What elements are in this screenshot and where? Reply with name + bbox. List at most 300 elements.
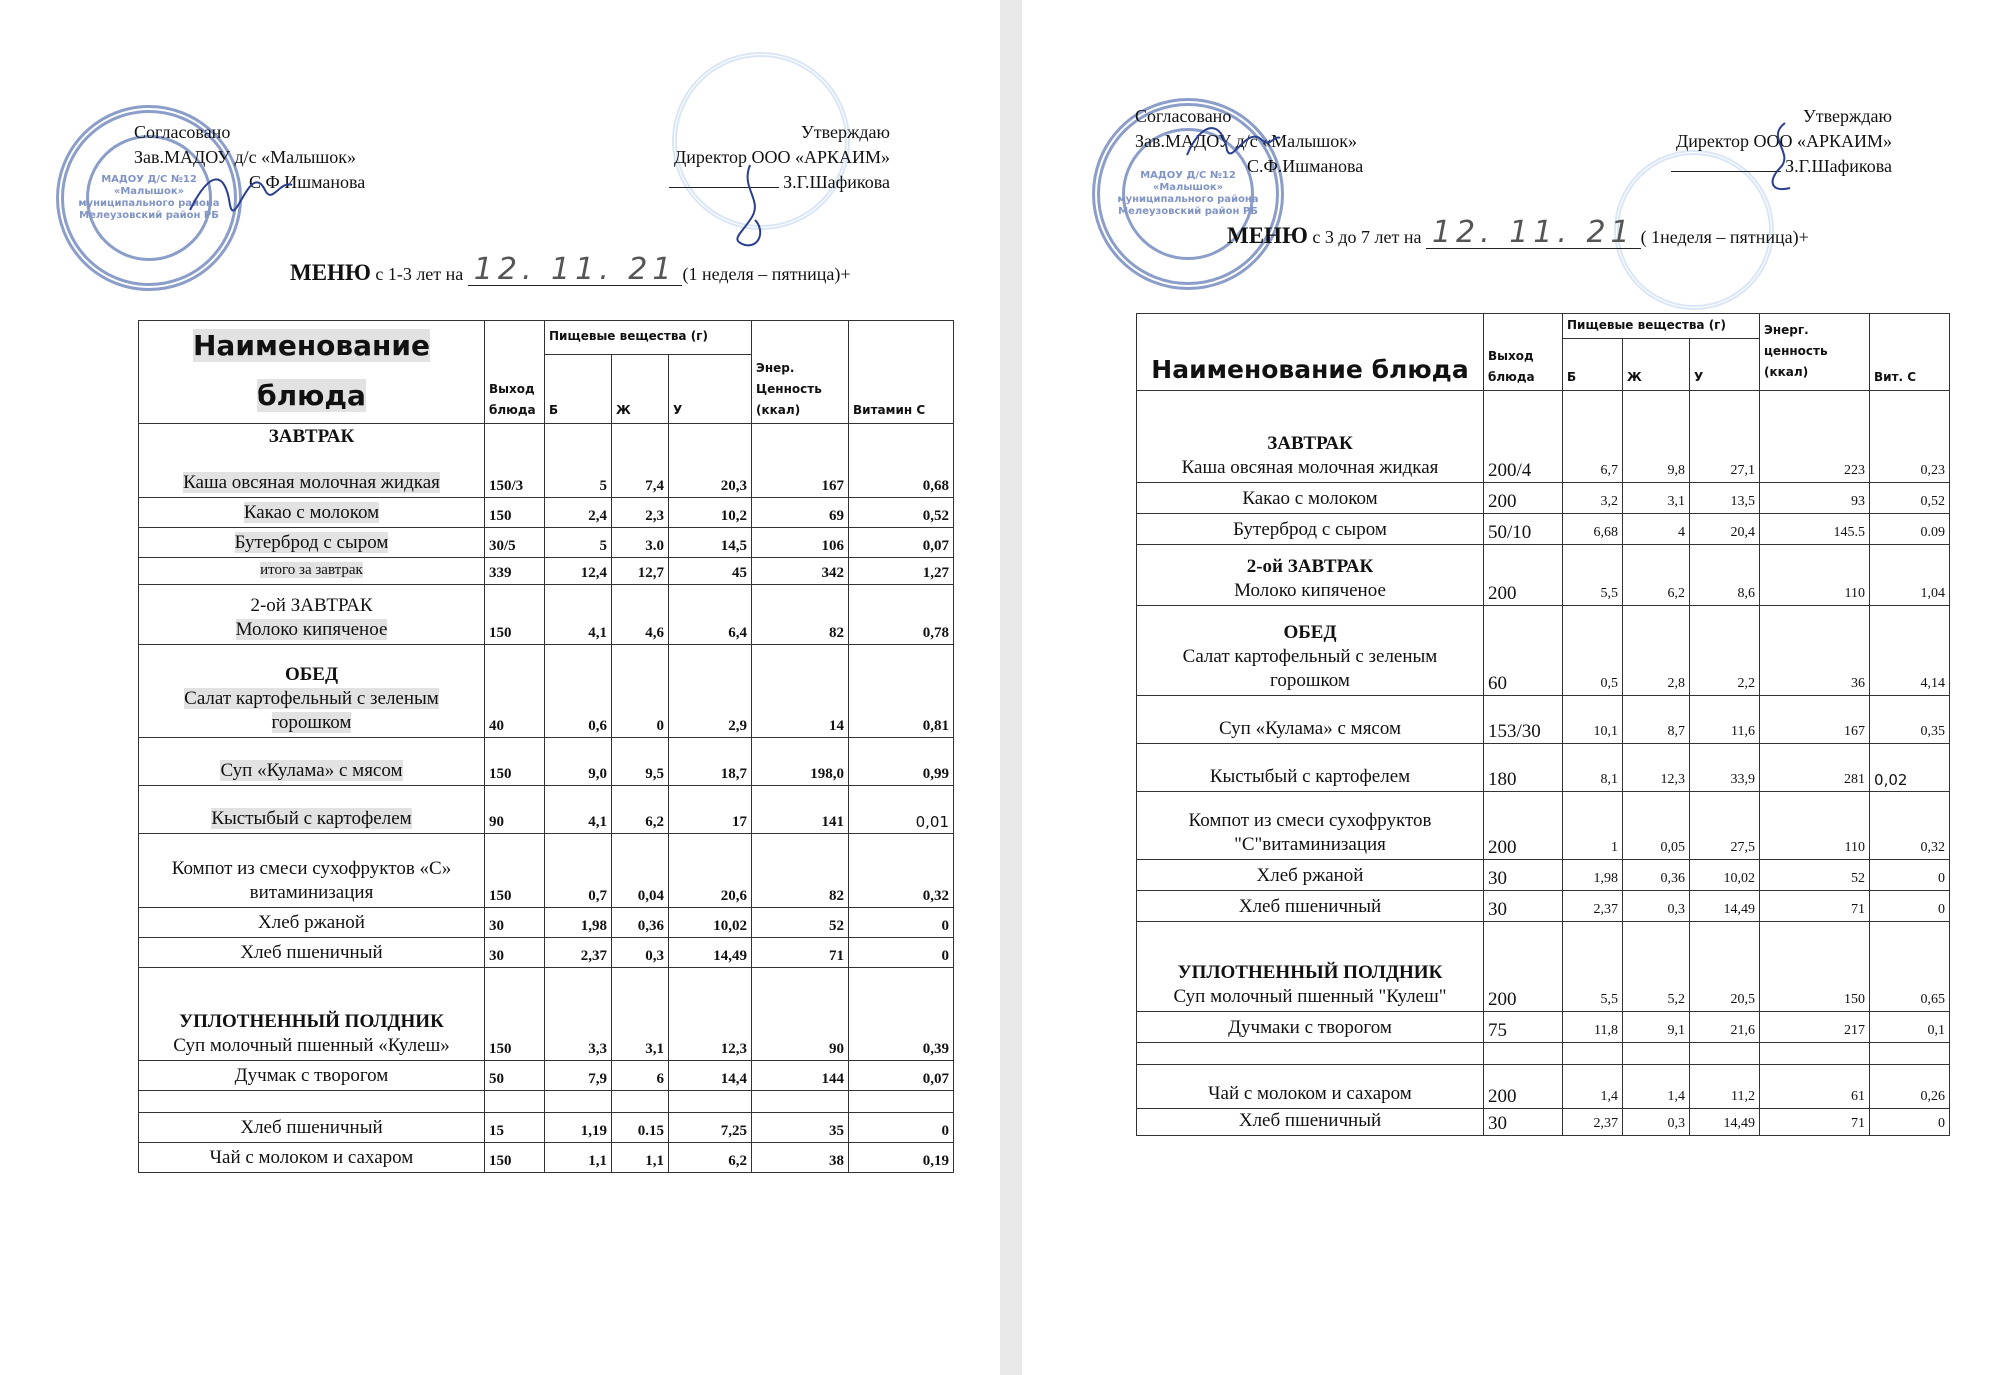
energy-cell: 167 (1760, 696, 1870, 744)
b-cell: 12,4 (545, 558, 612, 585)
section-lunch: ОБЕД (1283, 622, 1337, 643)
yield-cell: 30/5 (485, 528, 545, 558)
vit-cell: 0 (849, 908, 954, 938)
u-cell: 10,02 (669, 908, 752, 938)
col-b-header: Б (1563, 339, 1623, 391)
dish-cell (139, 1143, 485, 1173)
table-row-empty (1137, 1043, 1950, 1065)
dish-name: Чай с молоком и сахаром (1208, 1083, 1412, 1104)
vit-cell: 0,52 (1870, 483, 1950, 514)
vit-cell: 0,78 (849, 585, 954, 645)
section-breakfast2: 2-ой ЗАВТРАК (1246, 556, 1374, 577)
table-row (139, 645, 954, 738)
dish-cell (139, 738, 485, 786)
vit-cell: 0 (849, 938, 954, 968)
menu-title-left (290, 252, 851, 287)
u-cell: 14,49 (669, 938, 752, 968)
yield-cell: 150 (485, 968, 545, 1061)
energy-cell: 36 (1760, 606, 1870, 696)
yield-cell: 200 (1484, 792, 1563, 860)
empty-cell (1870, 1043, 1950, 1065)
section-snack: УПЛОТНЕННЫЙ ПОЛДНИК (1177, 962, 1443, 983)
energy-cell: 342 (752, 558, 849, 585)
stamp-line2: «Малышок» (1152, 182, 1224, 193)
agreed-label: Согласовано (134, 122, 231, 142)
dish-name: Дучмаки с творогом (1228, 1017, 1392, 1038)
u-cell: 21,6 (1690, 1012, 1760, 1043)
head-name: С.Ф.Ишманова (249, 172, 366, 192)
yield-cell: 150 (485, 498, 545, 528)
energy-cell: 82 (752, 834, 849, 908)
zh-cell: 0,05 (1623, 792, 1690, 860)
table-row (139, 908, 954, 938)
energy-cell: 141 (752, 786, 849, 834)
yield-cell: 90 (485, 786, 545, 834)
energy-cell: 61 (1760, 1065, 1870, 1109)
dish-cell (139, 938, 485, 968)
energy-cell: 14 (752, 645, 849, 738)
u-cell: 33,9 (1690, 744, 1760, 792)
b-cell: 0,7 (545, 834, 612, 908)
director-name-text: З.Г.Шафикова (1785, 156, 1892, 176)
menu-age: с 3 до 7 лет на (1312, 227, 1422, 247)
menu-word: МЕНЮ (1227, 223, 1308, 248)
yield-cell: 40 (485, 645, 545, 738)
energy-cell: 223 (1760, 391, 1870, 483)
dish-name: Салат картофельный с зеленым горошком (184, 688, 439, 733)
yield-cell: 30 (485, 938, 545, 968)
table-row (139, 498, 954, 528)
u-cell: 20,5 (1690, 922, 1760, 1012)
menu-date: 12. 11. 21 (468, 255, 683, 286)
dish-name: Компот из смеси сухофруктов "С"витаминизация (1188, 810, 1432, 855)
u-cell: 14,49 (1690, 891, 1760, 922)
vit-cell: 0,99 (849, 738, 954, 786)
table-row-total (139, 558, 954, 585)
empty-cell (1137, 1043, 1484, 1065)
u-cell: 2,2 (1690, 606, 1760, 696)
zh-cell: 9,1 (1623, 1012, 1690, 1043)
dish-cell (1137, 606, 1484, 696)
empty-cell (1484, 1043, 1563, 1065)
header-row-top (1137, 314, 1950, 339)
u-cell: 20,3 (669, 424, 752, 498)
empty-cell (752, 1091, 849, 1113)
vit-cell: 0,32 (1870, 792, 1950, 860)
zh-cell: 0,36 (612, 908, 669, 938)
dish-name: Бутерброд с сыром (234, 532, 389, 553)
vit-cell: 0,02 (1870, 744, 1950, 792)
energy-cell: 198,0 (752, 738, 849, 786)
yield-cell: 150 (485, 585, 545, 645)
dish-name: Суп молочный пшенный «Кулеш» (173, 1035, 450, 1056)
vit-cell: 0 (1870, 891, 1950, 922)
table-row (1137, 744, 1950, 792)
yield-cell: 180 (1484, 744, 1563, 792)
b-cell: 6,68 (1563, 514, 1623, 545)
b-cell: 5 (545, 424, 612, 498)
vit-cell: 0.09 (1870, 514, 1950, 545)
vit-cell: 0,35 (1870, 696, 1950, 744)
yield-cell: 150 (485, 738, 545, 786)
b-cell: 0,5 (1563, 606, 1623, 696)
yield-cell: 60 (1484, 606, 1563, 696)
energy-cell: 145.5 (1760, 514, 1870, 545)
b-cell: 8,1 (1563, 744, 1623, 792)
zh-cell: 6,2 (612, 786, 669, 834)
menu-table-right (1136, 313, 1950, 1136)
dish-name: Чай с молоком и сахаром (209, 1147, 414, 1168)
dish-name: Хлеб пшеничный (1238, 1110, 1382, 1131)
b-cell: 1,98 (1563, 860, 1623, 891)
col-vit-header: Витамин С (849, 321, 954, 424)
yield-cell: 50/10 (1484, 514, 1563, 545)
col-yield-header: Выход блюда (1484, 314, 1563, 391)
table-row (1137, 1012, 1950, 1043)
zh-cell: 7,4 (612, 424, 669, 498)
vit-cell: 0,65 (1870, 922, 1950, 1012)
zh-cell: 12,3 (1623, 744, 1690, 792)
b-cell: 7,9 (545, 1061, 612, 1091)
u-cell: 10,2 (669, 498, 752, 528)
zh-cell: 4,6 (612, 585, 669, 645)
section-snack: УПЛОТНЕННЫЙ ПОЛДНИК (179, 1011, 444, 1032)
zh-cell: 9,8 (1623, 391, 1690, 483)
energy-cell: 71 (752, 938, 849, 968)
table-row-empty (139, 1091, 954, 1113)
b-cell: 3,2 (1563, 483, 1623, 514)
signature-right-shafikova (1750, 118, 1810, 198)
b-cell: 5,5 (1563, 545, 1623, 606)
col-nutrients-header: Пищевые вещества (г) (545, 321, 752, 355)
u-cell: 20,4 (1690, 514, 1760, 545)
col-nutrients-header: Пищевые вещества (г) (1563, 314, 1760, 339)
vit-cell: 0,07 (849, 1061, 954, 1091)
u-cell: 8,6 (1690, 545, 1760, 606)
director-name-text: З.Г.Шафикова (783, 172, 890, 192)
signature-left-ishmanova (180, 150, 300, 230)
section-lunch: ОБЕД (284, 664, 339, 685)
dish-cell (1137, 545, 1484, 606)
table-row (1137, 860, 1950, 891)
table-row (139, 786, 954, 834)
u-cell: 7,25 (669, 1113, 752, 1143)
b-cell: 2,37 (545, 938, 612, 968)
b-cell: 1,98 (545, 908, 612, 938)
vit-cell: 0 (849, 1113, 954, 1143)
vit-cell: 1,27 (849, 558, 954, 585)
yield-cell: 200 (1484, 545, 1563, 606)
energy-cell: 69 (752, 498, 849, 528)
head-title: Зав.МАДОУ д/с «Малышок» (134, 147, 357, 167)
b-cell: 1,19 (545, 1113, 612, 1143)
menu-week: ( 1неделя – пятница)+ (1640, 227, 1809, 247)
dish-cell (1137, 891, 1484, 922)
head-name: С.Ф.Ишманова (1247, 156, 1364, 176)
zh-cell: 3.0 (612, 528, 669, 558)
zh-cell: 6,2 (1623, 545, 1690, 606)
vit-cell: 0,39 (849, 968, 954, 1061)
zh-cell: 9,5 (612, 738, 669, 786)
energy-cell: 281 (1760, 744, 1870, 792)
energy-cell: 106 (752, 528, 849, 558)
vit-cell: 0,19 (849, 1143, 954, 1173)
energy-cell: 52 (1760, 860, 1870, 891)
table-row (139, 1143, 954, 1173)
u-cell: 6,4 (669, 585, 752, 645)
b-cell: 9,0 (545, 738, 612, 786)
col-zh-header: Ж (612, 355, 669, 424)
empty-cell (669, 1091, 752, 1113)
empty-cell (1690, 1043, 1760, 1065)
zh-cell: 12,7 (612, 558, 669, 585)
u-cell: 27,5 (1690, 792, 1760, 860)
dish-name: Молоко кипяченое (235, 619, 388, 640)
u-cell: 45 (669, 558, 752, 585)
section-breakfast: ЗАВТРАК (1267, 433, 1353, 454)
dish-cell (139, 528, 485, 558)
col-energy-header: Энер. Ценность (ккал) (752, 321, 849, 424)
yield-cell: 75 (1484, 1012, 1563, 1043)
u-cell: 10,02 (1690, 860, 1760, 891)
b-cell: 2,37 (1563, 891, 1623, 922)
vit-cell: 0 (1870, 860, 1950, 891)
energy-cell: 52 (752, 908, 849, 938)
zh-cell: 0,04 (612, 834, 669, 908)
dish-name: Каша овсяная молочная жидкая (183, 472, 440, 493)
u-cell: 14,49 (1690, 1109, 1760, 1136)
menu-age: с 1-3 лет на (375, 264, 464, 284)
table-row (139, 738, 954, 786)
zh-cell: 0.15 (612, 1113, 669, 1143)
energy-cell: 82 (752, 585, 849, 645)
zh-cell: 2,3 (612, 498, 669, 528)
dish-name: Хлеб пшеничный (240, 1117, 383, 1138)
vit-cell: 0,23 (1870, 391, 1950, 483)
b-cell: 4,1 (545, 585, 612, 645)
u-cell: 11,2 (1690, 1065, 1760, 1109)
zh-cell: 0,36 (1623, 860, 1690, 891)
section-breakfast2: 2-ой ЗАВТРАК (250, 595, 373, 616)
signature-right-ishmanova (1182, 110, 1282, 170)
u-cell: 14,4 (669, 1061, 752, 1091)
u-cell: 17 (669, 786, 752, 834)
vit-cell: 0,01 (849, 786, 954, 834)
table-row (139, 1061, 954, 1091)
menu-date: 12. 11. 21 (1426, 218, 1641, 249)
table-row (139, 585, 954, 645)
dish-cell (139, 1061, 485, 1091)
approved-label: Утверждаю (1802, 106, 1892, 126)
dish-name: Хлеб ржаной (1256, 865, 1364, 886)
yield-cell: 15 (485, 1113, 545, 1143)
vit-cell: 4,14 (1870, 606, 1950, 696)
u-cell: 27,1 (1690, 391, 1760, 483)
stamp-line1: МАДОУ Д/С №12 (1140, 170, 1236, 181)
yield-cell: 30 (1484, 1109, 1563, 1136)
u-cell: 20,6 (669, 834, 752, 908)
dish-name: Какао с молоком (1242, 488, 1378, 509)
empty-cell (1760, 1043, 1870, 1065)
table-row (1137, 696, 1950, 744)
yield-cell: 30 (1484, 891, 1563, 922)
dish-cell (139, 498, 485, 528)
u-cell: 6,2 (669, 1143, 752, 1173)
dish-name: Хлеб пшеничный (240, 942, 383, 963)
b-cell: 6,7 (1563, 391, 1623, 483)
energy-cell: 150 (1760, 922, 1870, 1012)
dish-cell (139, 424, 485, 498)
table-row (1137, 545, 1950, 606)
empty-cell (1623, 1043, 1690, 1065)
stamp-line1: МАДОУ Д/С №12 (101, 174, 197, 185)
vit-cell: 0,68 (849, 424, 954, 498)
col-yield-header: Выход блюда (485, 321, 545, 424)
dish-cell (1137, 696, 1484, 744)
dish-name: Молоко кипяченое (1234, 580, 1386, 601)
dish-cell (1137, 514, 1484, 545)
dish-cell (1137, 391, 1484, 483)
dish-cell (1137, 792, 1484, 860)
table-row (1137, 792, 1950, 860)
dish-name: Суп молочный пшенный "Кулеш" (1173, 986, 1447, 1007)
empty-cell (1563, 1043, 1623, 1065)
u-cell: 11,6 (1690, 696, 1760, 744)
zh-cell: 8,7 (1623, 696, 1690, 744)
energy-cell: 71 (1760, 891, 1870, 922)
stamp-line2: «Малышок» (113, 186, 185, 197)
b-cell: 5,5 (1563, 922, 1623, 1012)
menu-table-left (138, 320, 954, 1173)
vit-cell: 0 (1870, 1109, 1950, 1136)
yield-cell: 150/3 (485, 424, 545, 498)
stamp-line3: муниципального района (78, 198, 220, 209)
dish-cell (1137, 1065, 1484, 1109)
col-zh-header: Ж (1623, 339, 1690, 391)
empty-cell (612, 1091, 669, 1113)
dish-cell (1137, 1012, 1484, 1043)
stamp-line4: Мелеузовский район РБ (1118, 206, 1258, 217)
dish-name: Каша овсяная молочная жидкая (1181, 457, 1439, 478)
b-cell: 2,4 (545, 498, 612, 528)
yield-cell: 150 (485, 1143, 545, 1173)
signature-left-shafikova (720, 160, 780, 250)
dish-cell (1137, 860, 1484, 891)
zh-cell: 0,3 (1623, 891, 1690, 922)
dish-cell (139, 585, 485, 645)
yield-cell: 153/30 (1484, 696, 1563, 744)
menu-week: (1 неделя – пятница)+ (682, 264, 851, 284)
energy-cell: 38 (752, 1143, 849, 1173)
stamp-line4: Мелеузовский район РБ (79, 210, 219, 221)
b-cell: 10,1 (1563, 696, 1623, 744)
u-cell: 13,5 (1690, 483, 1760, 514)
u-cell: 18,7 (669, 738, 752, 786)
dish-cell (1137, 922, 1484, 1012)
table-row (1137, 922, 1950, 1012)
yield-cell: 339 (485, 558, 545, 585)
dish-name: Кыстыбый с картофелем (1209, 766, 1411, 787)
table-row (139, 424, 954, 498)
col-name-header (139, 321, 485, 424)
zh-cell: 3,1 (612, 968, 669, 1061)
dish-name: Хлеб пшеничный (1238, 896, 1382, 917)
empty-cell (139, 1091, 485, 1113)
head-title: Зав.МАДОУ д/с «Малышок» (1135, 131, 1358, 151)
table-row (1137, 606, 1950, 696)
dish-name: Суп «Кулама» с мясом (1218, 718, 1402, 739)
zh-cell: 2,8 (1623, 606, 1690, 696)
dish-name: Салат картофельный с зеленым горошком (1182, 646, 1438, 691)
b-cell: 11,8 (1563, 1012, 1623, 1043)
zh-cell: 4 (1623, 514, 1690, 545)
b-cell: 1,1 (545, 1143, 612, 1173)
dish-cell (139, 968, 485, 1061)
header-row-top (139, 321, 954, 355)
u-cell: 12,3 (669, 968, 752, 1061)
col-vit-header: Вит. С (1870, 314, 1950, 391)
yield-cell: 200/4 (1484, 391, 1563, 483)
dish-cell (1137, 1109, 1484, 1136)
dish-cell (139, 908, 485, 938)
table-row (139, 528, 954, 558)
table-row (1137, 514, 1950, 545)
energy-cell: 110 (1760, 792, 1870, 860)
dish-cell (1137, 744, 1484, 792)
zh-cell: 1,1 (612, 1143, 669, 1173)
empty-cell (849, 1091, 954, 1113)
yield-cell: 150 (485, 834, 545, 908)
col-b-header: Б (545, 355, 612, 424)
b-cell: 1,4 (1563, 1065, 1623, 1109)
col-u-header: У (1690, 339, 1760, 391)
vit-cell: 0,81 (849, 645, 954, 738)
dish-cell (1137, 483, 1484, 514)
table-row (139, 834, 954, 908)
agreed-label: Согласовано (1135, 106, 1232, 126)
vit-cell: 0,07 (849, 528, 954, 558)
empty-cell (485, 1091, 545, 1113)
dish-name: Хлеб ржаной (258, 912, 365, 933)
zh-cell: 1,4 (1623, 1065, 1690, 1109)
director-title: Директор ООО «АРКАИМ» (1675, 131, 1892, 151)
table-row (1137, 1109, 1950, 1136)
col-name-header: Наименование блюда (1137, 314, 1484, 391)
b-cell: 4,1 (545, 786, 612, 834)
dish-cell (139, 1113, 485, 1143)
table-row (1137, 391, 1950, 483)
b-cell: 1 (1563, 792, 1623, 860)
yield-cell: 200 (1484, 922, 1563, 1012)
dish-name: Суп «Кулама» с мясом (220, 760, 403, 781)
zh-cell: 0,3 (612, 938, 669, 968)
zh-cell: 0 (612, 645, 669, 738)
vit-cell: 0,32 (849, 834, 954, 908)
zh-cell: 6 (612, 1061, 669, 1091)
yield-cell: 200 (1484, 1065, 1563, 1109)
col-energy-header: Энерг. ценность (ккал) (1760, 314, 1870, 391)
yield-cell: 200 (1484, 483, 1563, 514)
table-row (139, 938, 954, 968)
energy-cell: 71 (1760, 1109, 1870, 1136)
col-name-header-text: Наименование блюда (193, 329, 430, 412)
yield-cell: 30 (485, 908, 545, 938)
energy-cell: 35 (752, 1113, 849, 1143)
vit-cell: 0,26 (1870, 1065, 1950, 1109)
dish-name: Бутерброд с сыром (1233, 519, 1387, 540)
b-cell: 0,6 (545, 645, 612, 738)
col-u-header: У (669, 355, 752, 424)
